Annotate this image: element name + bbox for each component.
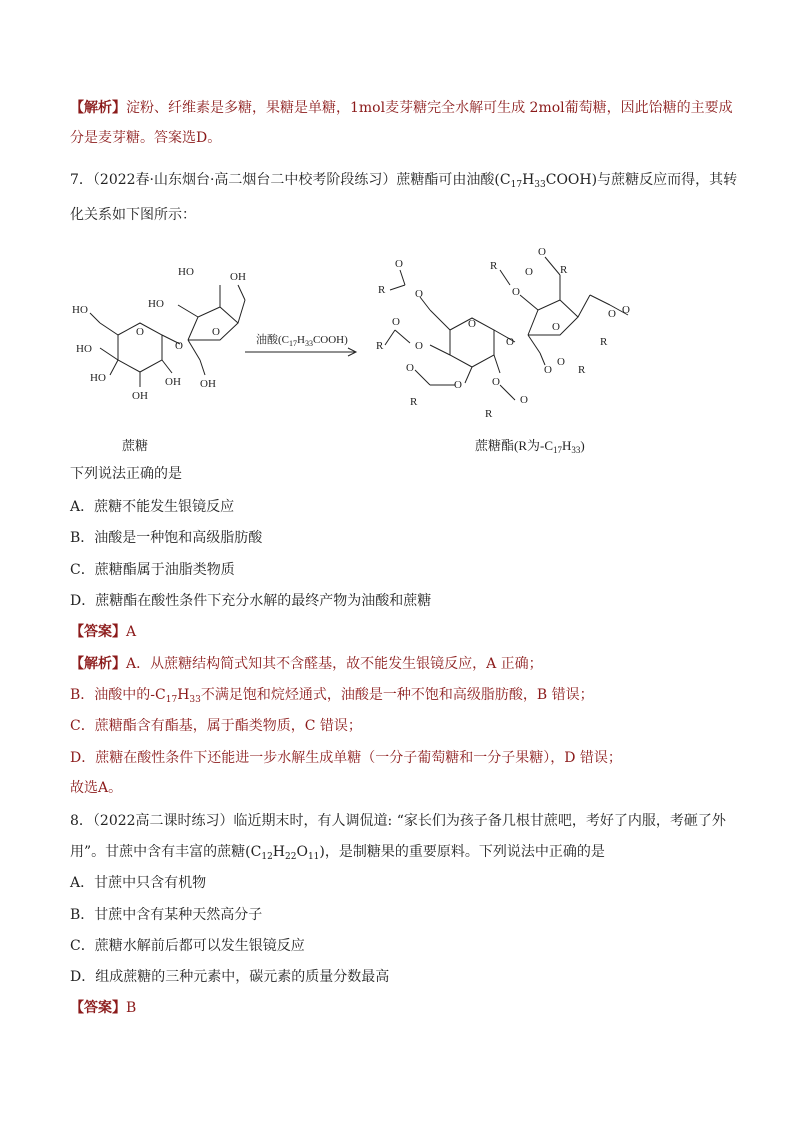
q8-stem-line1: 8．（2022高二课时练习）临近期末时，有人调侃道: “家长们为孩子备几根甘蔗吧，考好了内服，考砸了外 bbox=[70, 813, 726, 829]
label-r-7: R bbox=[600, 336, 608, 348]
q8-o: O bbox=[296, 844, 308, 860]
label-r-5: R bbox=[490, 260, 498, 272]
q8-line2-b: )，是制糖果的重要原料。下列说法中正确的是 bbox=[319, 844, 605, 860]
q8-option-b: B．甘蔗中含有某种天然高分子 bbox=[70, 907, 263, 923]
q7-analysis-d: D．蔗糖在酸性条件下还能进一步水解生成单糖（一分子葡萄糖和一分子果糖），D 错误； bbox=[70, 750, 622, 766]
label-ho-3: HO bbox=[72, 304, 88, 316]
label-o-10: O bbox=[492, 376, 500, 388]
label-r-8: R bbox=[578, 364, 586, 376]
q7-option-a: A．蔗糖不能发生银镜反应 bbox=[70, 499, 235, 515]
q7-answer bbox=[70, 622, 136, 642]
analysis-q6-line1 bbox=[70, 98, 733, 118]
analysis-b-h: H bbox=[177, 687, 190, 703]
q7-stem-line1 bbox=[70, 170, 737, 195]
q8-option-a: A．甘蔗中只含有机物 bbox=[70, 875, 207, 891]
label-o-2: O bbox=[175, 340, 183, 352]
label-r-2: R bbox=[376, 340, 384, 352]
q8-sub12: 12 bbox=[261, 852, 273, 862]
label-oh-4: OH bbox=[200, 378, 216, 390]
label-o-6: O bbox=[392, 316, 400, 328]
reaction-diagram bbox=[60, 245, 740, 465]
analysis-tag: 【解析】 bbox=[70, 100, 126, 116]
q7-stem-a: 7．（2022春·山东烟台·高二烟台二中校考阶段练习）蔗糖酯可由油酸(C bbox=[70, 172, 511, 188]
q8-answer bbox=[70, 998, 136, 1018]
reagent-label: 油酸$(C_{17}H_{33}COOH)$ bbox=[256, 334, 348, 348]
analysis-a-text: A．从蔗糖结构简式知其不含醛基，故不能发生银镜反应，A 正确； bbox=[126, 656, 543, 672]
label-o-13: O bbox=[468, 318, 476, 330]
q7-sub17: 17 bbox=[510, 180, 523, 190]
q8-h: H bbox=[272, 844, 286, 860]
label-r-1: R bbox=[378, 284, 386, 296]
label-o-19: O bbox=[622, 304, 630, 316]
label-oh-3: OH bbox=[165, 376, 181, 388]
label-oh-2: OH bbox=[132, 390, 148, 402]
q7-conclusion: 故选A。 bbox=[70, 780, 123, 796]
label-ho-4: HO bbox=[76, 343, 92, 355]
label-o-4: O bbox=[395, 258, 403, 270]
label-o-1: O bbox=[136, 326, 144, 338]
label-o-8: O bbox=[406, 362, 414, 374]
q7-analysis-b bbox=[70, 685, 594, 710]
q7-option-d: D．蔗糖酯在酸性条件下充分水解的最终产物为油酸和蔗糖 bbox=[70, 593, 432, 609]
diagram-labels bbox=[72, 246, 630, 455]
q7-stem-b: COOH)与蔗糖反应而得，其转 bbox=[545, 172, 738, 188]
q7-analysis-a bbox=[70, 654, 543, 674]
q8-line2-a: 用”。甘蔗中含有丰富的蔗糖(C bbox=[70, 844, 262, 860]
q8-option-c: C．蔗糖水解前后都可以发生银镜反应 bbox=[70, 938, 305, 954]
q8-sub11: 11 bbox=[307, 852, 320, 862]
analysis-b-a: B．油酸中的-C bbox=[70, 687, 166, 703]
answer-tag: 【答案】 bbox=[70, 1000, 126, 1016]
label-r-4: R bbox=[485, 408, 493, 420]
label-r-3: R bbox=[410, 396, 418, 408]
analysis-q6-line2: 分是麦芽糖。答案选D。 bbox=[70, 130, 222, 146]
label-o-20: O bbox=[544, 364, 552, 376]
analysis-tag: 【解析】 bbox=[70, 656, 126, 672]
q7-sub33: 33 bbox=[534, 180, 546, 190]
q8-sub22: 22 bbox=[285, 852, 297, 862]
label-sucrose: 蔗糖 bbox=[122, 438, 149, 453]
label-o-15: O bbox=[525, 266, 533, 278]
label-ho-1: HO bbox=[178, 266, 194, 278]
q8-option-d: D．组成蔗糖的三种元素中，碳元素的质量分数最高 bbox=[70, 969, 390, 985]
label-o-5: O bbox=[415, 288, 423, 300]
q7-h: H bbox=[522, 172, 535, 188]
label-r-6: R bbox=[560, 264, 568, 276]
label-o-21: O bbox=[557, 356, 565, 368]
label-o-17: O bbox=[552, 321, 560, 333]
q7-prompt: 下列说法正确的是 bbox=[70, 466, 182, 482]
answer-value: B bbox=[126, 1000, 137, 1016]
label-ho-5: HO bbox=[90, 372, 106, 384]
label-o-16: O bbox=[538, 246, 546, 258]
label-o-12: O bbox=[506, 336, 514, 348]
q7-option-c: C．蔗糖酯属于油脂类物质 bbox=[70, 562, 235, 578]
label-ho-2: HO bbox=[148, 298, 164, 310]
label-o-18: O bbox=[608, 308, 616, 320]
label-o-14: O bbox=[512, 286, 520, 298]
label-sucrose-ester: 蔗糖酯(R为$-C_{17}H_{33}$) bbox=[475, 438, 585, 455]
analysis-b-sub33: 33 bbox=[189, 695, 201, 705]
analysis-b-sub17: 17 bbox=[165, 695, 178, 705]
q8-stem-line2 bbox=[70, 842, 605, 867]
label-o-11: O bbox=[520, 394, 528, 406]
analysis-b-b: 不满足饱和烷烃通式，油酸是一种不饱和高级脂肪酸，B 错误； bbox=[200, 687, 594, 703]
q7-analysis-c: C．蔗糖酯含有酯基，属于酯类物质，C 错误； bbox=[70, 718, 362, 734]
analysis-q6-text1: 淀粉、纤维素是多糖，果糖是单糖，1mol麦芽糖完全水解可生成 2mol葡萄糖，因此饴糖的主要成 bbox=[126, 100, 733, 116]
label-o-7: O bbox=[415, 340, 423, 352]
label-o-9: O bbox=[454, 379, 462, 391]
label-o-3: O bbox=[212, 326, 220, 338]
answer-value: A bbox=[126, 624, 137, 640]
q7-stem-line2: 化关系如下图所示： bbox=[70, 207, 196, 223]
q7-option-b: B．油酸是一种饱和高级脂肪酸 bbox=[70, 530, 263, 546]
label-oh-1: OH bbox=[230, 271, 246, 283]
answer-tag: 【答案】 bbox=[70, 624, 126, 640]
